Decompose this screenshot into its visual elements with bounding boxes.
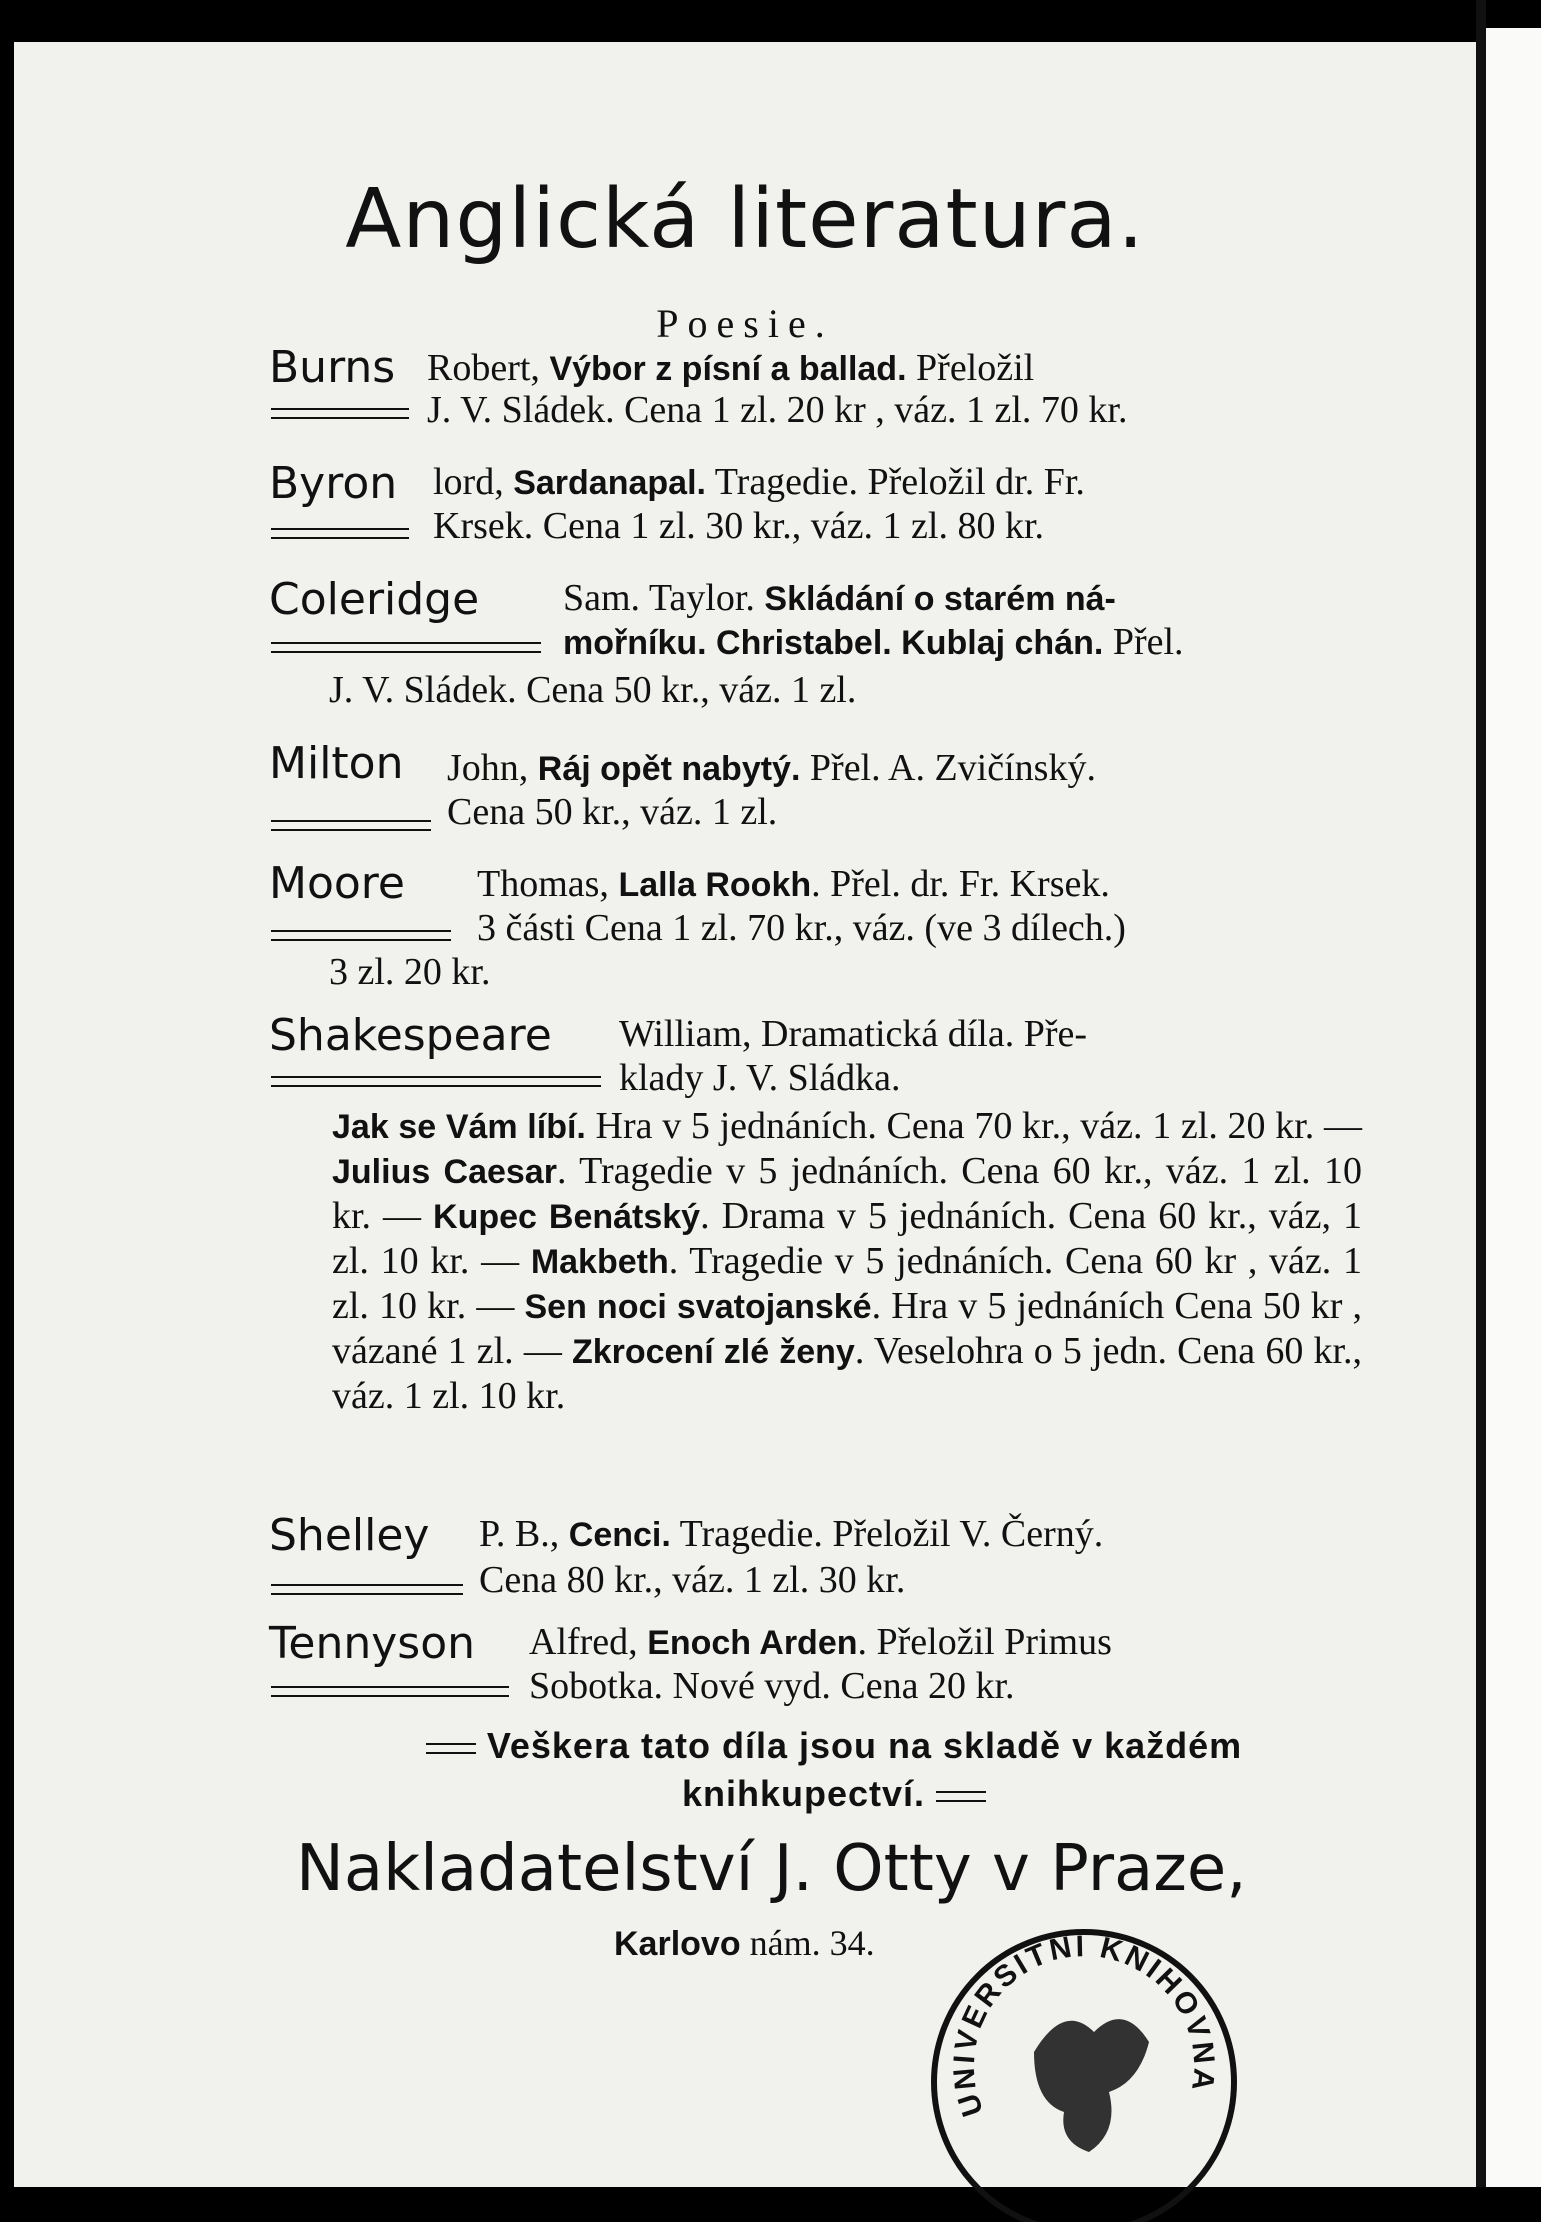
work-title: Zkrocení zlé ženy [571, 1333, 855, 1371]
author-name: Milton [269, 738, 404, 789]
double-rule [271, 408, 409, 419]
author-name: Moore [269, 858, 405, 909]
entry-line-1: P. B., Cenci. Tragedie. Přeložil V. Černý. [479, 1513, 1104, 1555]
svg-text:UNIVERSITNÍ KNIHOVNA: UNIVERSITNÍ KNIHOVNA [947, 1930, 1221, 2121]
entry-line-1: Alfred, Enoch Arden. Přeložil Primus [529, 1621, 1112, 1663]
entry-line-3: 3 zl. 20 kr. [329, 951, 491, 993]
work-title: Julius Caesar [332, 1153, 557, 1191]
double-rule [271, 1076, 601, 1087]
availability-note: Veškera tato díla jsou na skladě v každém knihkupectví. [304, 1722, 1364, 1818]
author-name: Tennyson [269, 1618, 476, 1669]
entry-line-2: klady J. V. Sládka. [619, 1057, 901, 1099]
adjacent-page-edge [1486, 28, 1541, 2187]
work-title: Kupec Benátský [433, 1198, 701, 1236]
publisher-address: Karlovo nám. 34. [614, 1923, 875, 1963]
work-title: Jak se Vám líbí. [332, 1108, 586, 1146]
entry-line-3: J. V. Sládek. Cena 50 kr., váz. 1 zl. [329, 669, 857, 711]
entry-line-2: Krsek. Cena 1 zl. 30 kr., váz. 1 zl. 80 kr. [433, 505, 1045, 547]
entry-line-1: John, Ráj opět nabytý. Přel. A. Zvičínský. [447, 747, 1096, 789]
work-title: Sen noci svatojanské [524, 1288, 872, 1326]
double-rule [271, 1584, 463, 1595]
double-rule [271, 528, 409, 539]
double-rule [271, 820, 431, 831]
author-name: Shakespeare [269, 1010, 552, 1061]
author-name: Coleridge [269, 574, 480, 625]
author-name: Shelley [269, 1510, 430, 1561]
entry-line-2: J. V. Sládek. Cena 1 zl. 20 kr , váz. 1 zl. 70 kr. [427, 389, 1128, 431]
work-title: Makbeth [530, 1243, 669, 1281]
library-stamp-icon [914, 1902, 1254, 2222]
entry-line-1: William, Dramatická díla. Pře- [619, 1013, 1088, 1055]
section-heading: Poesie. [656, 301, 834, 346]
double-dash-left [426, 1743, 476, 1754]
entry-line-1: Thomas, Lalla Rookh. Přel. dr. Fr. Krsek. [477, 863, 1110, 905]
entry-line-1: Robert, Výbor z písní a ballad. Přeložil [427, 347, 1035, 389]
entry-line-2: 3 části Cena 1 zl. 70 kr., váz. (ve 3 dílech.) [477, 907, 1126, 949]
entry-line-2: Sobotka. Nové vyd. Cena 20 kr. [529, 1665, 1015, 1707]
entry-line-1: lord, Sardanapal. Tragedie. Přeložil dr. Fr. [433, 461, 1085, 503]
document-page [14, 42, 1476, 2187]
entry-line-1: Sam. Taylor. Skládání o starém ná- [563, 577, 1116, 619]
page-gutter [1476, 0, 1486, 2187]
double-dash-right [936, 1791, 986, 1802]
entry-line-2: Cena 50 kr., váz. 1 zl. [447, 791, 778, 833]
author-name: Burns [269, 342, 396, 393]
author-name: Byron [269, 458, 398, 509]
entry-line-2: mořníku. Christabel. Kublaj chán. Přel. [563, 621, 1184, 663]
publisher-name: Nakladatelství J. Otty v Praze, [296, 1832, 1247, 1906]
double-rule [271, 930, 451, 941]
page-title: Anglická literatura. [345, 172, 1145, 267]
double-rule [271, 1686, 509, 1697]
double-rule [271, 642, 541, 653]
entry-line-2: Cena 80 kr., váz. 1 zl. 30 kr. [479, 1559, 906, 1601]
shakespeare-works-list: Jak se Vám líbí. Hra v 5 jednáních. Cena 70 kr., váz. 1 zl. 20 kr. — Julius Caesar. Tragedie v 5 jednáních. Cena 60 kr., váz. 1 zl. 10 kr. — Kupec Benátský. Drama v 5 jednáních. Cena 60 kr., váz, 1 zl. 10 kr. — Makbeth. Tragedie v 5 jednáních. Cena 60 kr , váz. 1 zl. 10 kr. — Sen noci svatojanské. Hra v 5 jednáních Cena 50 kr , vázané 1 zl. — Zkrocení zlé ženy. Veselohra o 5 jedn. Cena 60 kr., váz. 1 zl. 10 kr. [332, 1105, 1363, 1417]
